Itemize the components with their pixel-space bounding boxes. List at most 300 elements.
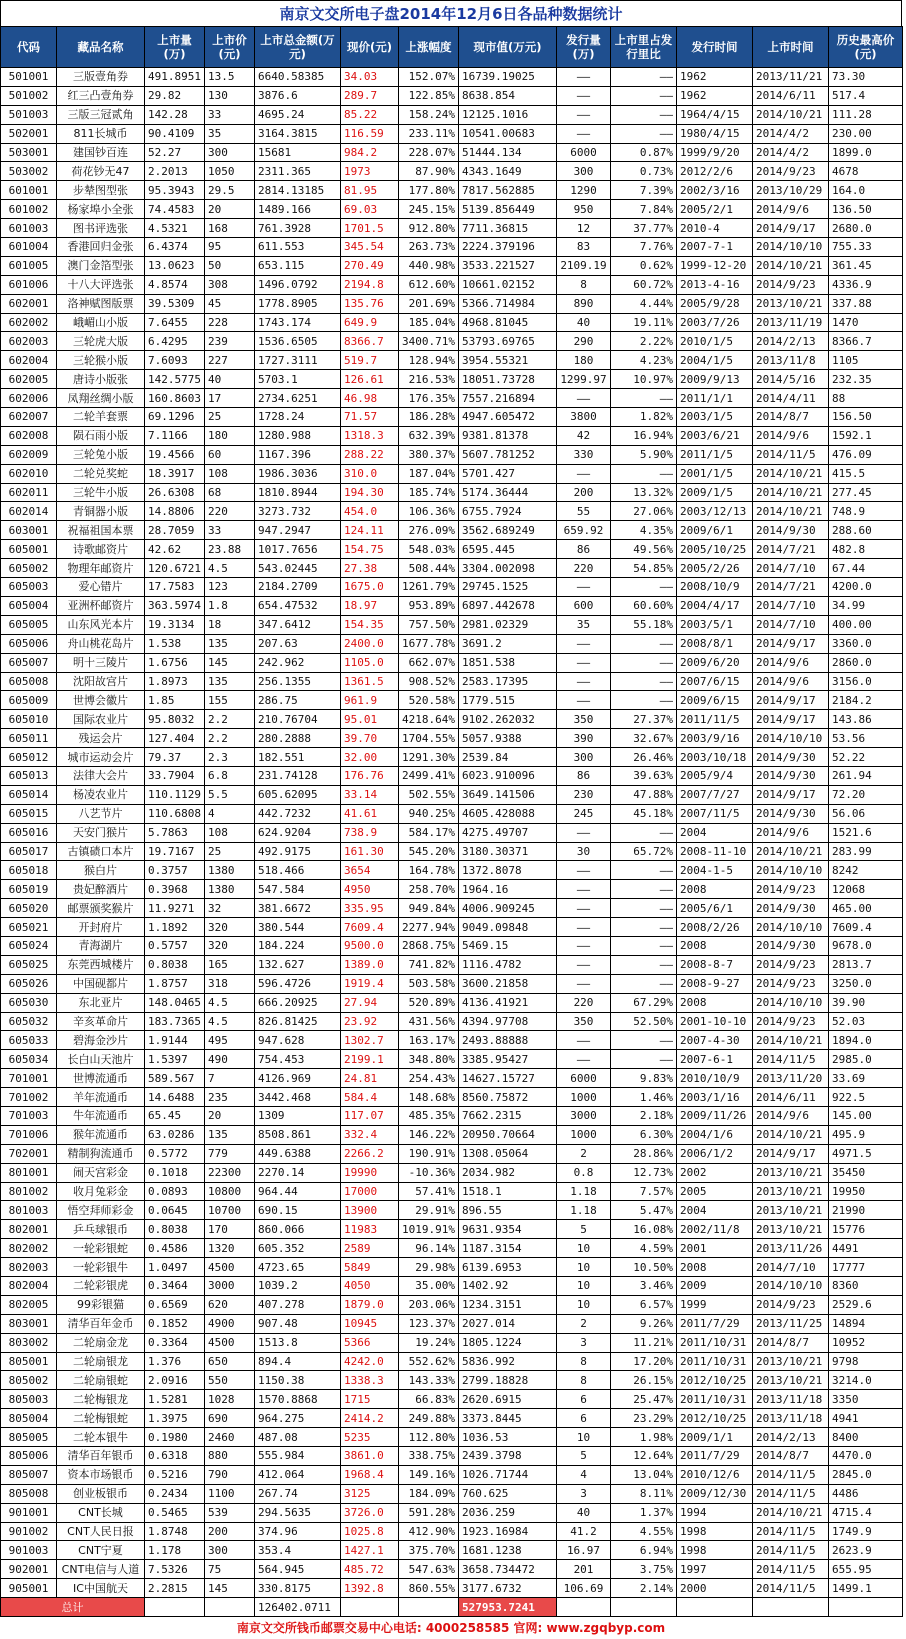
table-cell: 6 bbox=[557, 1390, 611, 1409]
table-cell: 39.70 bbox=[341, 729, 399, 748]
table-cell: 10 bbox=[557, 1295, 611, 1314]
table-cell: 27.37% bbox=[611, 710, 677, 729]
table-cell: 1372.8078 bbox=[459, 861, 557, 880]
table-cell: 245.15% bbox=[399, 200, 459, 219]
table-cell: 6.94% bbox=[611, 1541, 677, 1560]
table-cell: 69.03 bbox=[341, 200, 399, 219]
table-cell: 201.69% bbox=[399, 294, 459, 313]
table-cell: 2014/7/21 bbox=[753, 540, 829, 559]
table-cell: 1999-12-20 bbox=[677, 256, 753, 275]
table-cell: 2014/7/10 bbox=[753, 559, 829, 578]
table-cell: 28.86% bbox=[611, 1144, 677, 1163]
table-cell: 5.5 bbox=[205, 785, 255, 804]
table-cell: 4486 bbox=[829, 1484, 903, 1503]
table-row bbox=[1, 785, 903, 804]
table-cell: 1.46% bbox=[611, 1088, 677, 1107]
table-row bbox=[1, 143, 903, 162]
table-cell: 220 bbox=[205, 502, 255, 521]
table-row bbox=[1, 596, 903, 615]
table-row bbox=[1, 181, 903, 200]
table-cell: 148.68% bbox=[399, 1088, 459, 1107]
table-cell: 15681 bbox=[255, 143, 341, 162]
table-cell: 35.00% bbox=[399, 1277, 459, 1296]
table-cell: 0.1980 bbox=[145, 1428, 205, 1447]
table-cell: 2013/10/21 bbox=[753, 294, 829, 313]
table-cell: 2010/10/9 bbox=[677, 1069, 753, 1088]
table-cell: 荷花钞无47 bbox=[57, 162, 145, 181]
table-cell: 2011/10/31 bbox=[677, 1333, 753, 1352]
table-cell: 1681.1238 bbox=[459, 1541, 557, 1560]
table-cell: 闹天宫彩金 bbox=[57, 1163, 145, 1182]
table-cell: 605024 bbox=[1, 936, 57, 955]
table-cell: 步辇图型张 bbox=[57, 181, 145, 200]
table-cell: 4470.0 bbox=[829, 1447, 903, 1466]
table-cell: 2014/10/21 bbox=[753, 842, 829, 861]
table-cell: 180 bbox=[557, 351, 611, 370]
table-cell: 605004 bbox=[1, 596, 57, 615]
table-cell: —— bbox=[557, 823, 611, 842]
table-cell: 2013/10/29 bbox=[753, 181, 829, 200]
table-cell: 2005/9/4 bbox=[677, 766, 753, 785]
table-cell: 35 bbox=[557, 615, 611, 634]
table-cell: 270.49 bbox=[341, 256, 399, 275]
table-cell: 81.95 bbox=[341, 181, 399, 200]
table-row bbox=[1, 1277, 903, 1296]
table-cell: 1899.0 bbox=[829, 143, 903, 162]
table-row bbox=[1, 804, 903, 823]
table-cell: 126.61 bbox=[341, 370, 399, 389]
table-row bbox=[1, 1314, 903, 1333]
table-cell: 2003/10/18 bbox=[677, 748, 753, 767]
table-cell: 2013/10/21 bbox=[753, 1371, 829, 1390]
table-cell: 2009/1/5 bbox=[677, 483, 753, 502]
table-cell: 143.86 bbox=[829, 710, 903, 729]
table-cell: 三轮猴小版 bbox=[57, 351, 145, 370]
table-cell: 3658.734472 bbox=[459, 1560, 557, 1579]
table-cell: 2.2815 bbox=[145, 1579, 205, 1598]
table-cell: —— bbox=[557, 955, 611, 974]
table-row bbox=[1, 729, 903, 748]
table-cell: 2012/10/25 bbox=[677, 1409, 753, 1428]
table-cell: 2589 bbox=[341, 1239, 399, 1258]
table-cell: 803001 bbox=[1, 1314, 57, 1333]
table-cell: 3600.21858 bbox=[459, 974, 557, 993]
table-cell: 7711.36815 bbox=[459, 219, 557, 238]
table-cell: 589.567 bbox=[145, 1069, 205, 1088]
table-row bbox=[1, 1050, 903, 1069]
table-cell: 4394.97708 bbox=[459, 1012, 557, 1031]
table-cell: 2013/11/26 bbox=[753, 1239, 829, 1258]
column-header: 发行量(万) bbox=[557, 27, 611, 68]
table-cell: 2013/10/21 bbox=[753, 1220, 829, 1239]
table-cell: 161.30 bbox=[341, 842, 399, 861]
table-cell: 2008 bbox=[677, 880, 753, 899]
table-cell: 11.21% bbox=[611, 1333, 677, 1352]
table-cell: 605007 bbox=[1, 653, 57, 672]
table-cell: 964.275 bbox=[255, 1409, 341, 1428]
table-cell: 155 bbox=[205, 691, 255, 710]
table-cell: 2014/9/6 bbox=[753, 200, 829, 219]
table-cell: —— bbox=[557, 861, 611, 880]
table-cell: 物理年邮资片 bbox=[57, 559, 145, 578]
table-cell: 757.50% bbox=[399, 615, 459, 634]
table-cell: 4605.428088 bbox=[459, 804, 557, 823]
table-cell: 8.11% bbox=[611, 1484, 677, 1503]
table-cell: 4242.0 bbox=[341, 1352, 399, 1371]
table-cell: 7.84% bbox=[611, 200, 677, 219]
table-cell: 135 bbox=[205, 672, 255, 691]
table-cell: 2005/6/1 bbox=[677, 899, 753, 918]
table-cell: 3876.6 bbox=[255, 86, 341, 105]
table-cell: 2277.94% bbox=[399, 918, 459, 937]
table-cell: 485.35% bbox=[399, 1106, 459, 1125]
table-cell: 2013/10/21 bbox=[753, 1352, 829, 1371]
table-cell: 峨嵋山小版 bbox=[57, 313, 145, 332]
table-cell: 543.02445 bbox=[255, 559, 341, 578]
table-cell: 901001 bbox=[1, 1503, 57, 1522]
table-cell: 1402.92 bbox=[459, 1277, 557, 1296]
table-cell: 4 bbox=[557, 1465, 611, 1484]
table-row bbox=[1, 1258, 903, 1277]
table-cell: 176.76 bbox=[341, 766, 399, 785]
table-cell: 9102.262032 bbox=[459, 710, 557, 729]
table-cell: 2985.0 bbox=[829, 1050, 903, 1069]
table-cell: 60 bbox=[205, 445, 255, 464]
table-cell: 654.47532 bbox=[255, 596, 341, 615]
table-cell: 东莞西城楼片 bbox=[57, 955, 145, 974]
table-cell: 4 bbox=[205, 804, 255, 823]
table-cell: —— bbox=[557, 691, 611, 710]
table-cell: 374.96 bbox=[255, 1522, 341, 1541]
table-cell: 0.5757 bbox=[145, 936, 205, 955]
table-cell: 42.62 bbox=[145, 540, 205, 559]
table-cell: 2680.0 bbox=[829, 219, 903, 238]
table-row bbox=[1, 1428, 903, 1447]
table-cell: 33.7904 bbox=[145, 766, 205, 785]
table-cell: 52.22 bbox=[829, 748, 903, 767]
table-cell: 1470 bbox=[829, 313, 903, 332]
table-cell: 83 bbox=[557, 238, 611, 257]
table-cell: 乒乓球银币 bbox=[57, 1220, 145, 1239]
table-cell: 602009 bbox=[1, 445, 57, 464]
table-cell: 154.75 bbox=[341, 540, 399, 559]
table-cell: 2014/5/16 bbox=[753, 370, 829, 389]
table-cell: 127.404 bbox=[145, 729, 205, 748]
table-cell: 1964.16 bbox=[459, 880, 557, 899]
table-cell: 2004-1-5 bbox=[677, 861, 753, 880]
table-cell: 183.7365 bbox=[145, 1012, 205, 1031]
table-cell: 803002 bbox=[1, 1333, 57, 1352]
table-cell: 东北亚片 bbox=[57, 993, 145, 1012]
table-cell: 5235 bbox=[341, 1428, 399, 1447]
table-cell: 3385.95427 bbox=[459, 1050, 557, 1069]
table-cell: 2014/9/23 bbox=[753, 1012, 829, 1031]
table-cell: 1997 bbox=[677, 1560, 753, 1579]
table-cell: 1338.3 bbox=[341, 1371, 399, 1390]
empty-cell bbox=[145, 1598, 205, 1617]
table-cell: 2845.0 bbox=[829, 1465, 903, 1484]
table-row bbox=[1, 1447, 903, 1466]
table-cell: 10945 bbox=[341, 1314, 399, 1333]
table-cell: 2013-4-16 bbox=[677, 275, 753, 294]
table-cell: 7.5326 bbox=[145, 1560, 205, 1579]
table-cell: 2813.7 bbox=[829, 955, 903, 974]
table-cell: 690.15 bbox=[255, 1201, 341, 1220]
table-cell: 2014/6/11 bbox=[753, 86, 829, 105]
table-cell: 300 bbox=[557, 162, 611, 181]
table-cell: 爱心错片 bbox=[57, 578, 145, 597]
table-cell: 4900 bbox=[205, 1314, 255, 1333]
table-cell: 20950.70664 bbox=[459, 1125, 557, 1144]
table-cell: 1810.8944 bbox=[255, 483, 341, 502]
table-cell: 1851.538 bbox=[459, 653, 557, 672]
table-cell: 18051.73728 bbox=[459, 370, 557, 389]
table-cell: 2014/9/23 bbox=[753, 955, 829, 974]
total-cell: 126402.0711 bbox=[255, 1598, 341, 1617]
table-cell: 2008-11-10 bbox=[677, 842, 753, 861]
table-cell: 7662.2315 bbox=[459, 1106, 557, 1125]
table-cell: 0.1852 bbox=[145, 1314, 205, 1333]
table-row bbox=[1, 1220, 903, 1239]
table-cell: 亚洲杯邮资片 bbox=[57, 596, 145, 615]
table-cell: 2013/10/21 bbox=[753, 1182, 829, 1201]
table-row bbox=[1, 1182, 903, 1201]
table-cell: 2799.18828 bbox=[459, 1371, 557, 1390]
table-cell: 182.551 bbox=[255, 748, 341, 767]
table-cell: 779 bbox=[205, 1144, 255, 1163]
table-cell: 242.962 bbox=[255, 653, 341, 672]
table-cell: 40 bbox=[205, 370, 255, 389]
table-cell: 3562.689249 bbox=[459, 521, 557, 540]
table-cell: 1150.38 bbox=[255, 1371, 341, 1390]
table-cell: 185.04% bbox=[399, 313, 459, 332]
table-cell: 612.60% bbox=[399, 275, 459, 294]
table-cell: 13.04% bbox=[611, 1465, 677, 1484]
table-cell: 805007 bbox=[1, 1465, 57, 1484]
table-cell: 940.25% bbox=[399, 804, 459, 823]
table-cell: 10 bbox=[557, 1428, 611, 1447]
table-cell: —— bbox=[611, 68, 677, 87]
table-cell: 9798 bbox=[829, 1352, 903, 1371]
table-cell: —— bbox=[611, 823, 677, 842]
table-cell: 1318.3 bbox=[341, 426, 399, 445]
table-cell: 108 bbox=[205, 823, 255, 842]
table-cell: —— bbox=[557, 1031, 611, 1050]
table-cell: 318 bbox=[205, 974, 255, 993]
table-cell: 明十三陵片 bbox=[57, 653, 145, 672]
table-cell: 2184.2709 bbox=[255, 578, 341, 597]
table-row bbox=[1, 464, 903, 483]
table-cell: 猴白片 bbox=[57, 861, 145, 880]
table-cell: 33.69 bbox=[829, 1069, 903, 1088]
table-cell: 0.5772 bbox=[145, 1144, 205, 1163]
table-cell: 449.6388 bbox=[255, 1144, 341, 1163]
table-cell: 2009/12/30 bbox=[677, 1484, 753, 1503]
table-cell: 659.92 bbox=[557, 521, 611, 540]
table-cell: 3954.55321 bbox=[459, 351, 557, 370]
table-cell: 17.7583 bbox=[145, 578, 205, 597]
table-cell: 148.0465 bbox=[145, 993, 205, 1012]
table-cell: 清华百年银币 bbox=[57, 1447, 145, 1466]
table-title: 南京文交所电子盘2014年12月6日各品种数据统计 bbox=[0, 0, 902, 26]
table-cell: 605013 bbox=[1, 766, 57, 785]
table-cell: 602001 bbox=[1, 294, 57, 313]
table-cell: 3000 bbox=[557, 1106, 611, 1125]
table-cell: 363.5974 bbox=[145, 596, 205, 615]
table-cell: 72.20 bbox=[829, 785, 903, 804]
table-cell: 6 bbox=[557, 1409, 611, 1428]
table-cell: 801003 bbox=[1, 1201, 57, 1220]
table-cell: 1999 bbox=[677, 1295, 753, 1314]
table-cell: 5139.856449 bbox=[459, 200, 557, 219]
column-header: 上市里占发行里比 bbox=[611, 27, 677, 68]
table-cell: 2.14% bbox=[611, 1579, 677, 1598]
table-cell: 2008 bbox=[677, 1258, 753, 1277]
table-row bbox=[1, 1465, 903, 1484]
table-cell: 澳门金箔型张 bbox=[57, 256, 145, 275]
table-cell: 1805.1224 bbox=[459, 1333, 557, 1352]
table-cell: 14.8806 bbox=[145, 502, 205, 521]
table-cell: 701002 bbox=[1, 1088, 57, 1107]
table-cell: 2014/11/5 bbox=[753, 1560, 829, 1579]
table-cell: 60.72% bbox=[611, 275, 677, 294]
table-cell: 1302.7 bbox=[341, 1031, 399, 1050]
table-cell: 2014/9/30 bbox=[753, 936, 829, 955]
table-cell: 2014/11/5 bbox=[753, 445, 829, 464]
table-cell: 三版壹角券 bbox=[57, 68, 145, 87]
table-cell: —— bbox=[557, 578, 611, 597]
table-cell: 601003 bbox=[1, 219, 57, 238]
table-cell: 46.98 bbox=[341, 389, 399, 408]
table-cell: 1380 bbox=[205, 880, 255, 899]
table-cell: 4695.24 bbox=[255, 105, 341, 124]
table-cell: —— bbox=[611, 936, 677, 955]
table-cell: —— bbox=[611, 634, 677, 653]
table-cell: 66.83% bbox=[399, 1390, 459, 1409]
table-cell: 860.55% bbox=[399, 1579, 459, 1598]
table-cell: 86 bbox=[557, 540, 611, 559]
table-cell: 256.1355 bbox=[255, 672, 341, 691]
table-cell: 45.18% bbox=[611, 804, 677, 823]
table-row bbox=[1, 426, 903, 445]
table-cell: 86 bbox=[557, 766, 611, 785]
table-cell: 805005 bbox=[1, 1428, 57, 1447]
table-cell: 1.8973 bbox=[145, 672, 205, 691]
table-row bbox=[1, 615, 903, 634]
table-cell: 5057.9388 bbox=[459, 729, 557, 748]
table-cell: 548.03% bbox=[399, 540, 459, 559]
table-cell: 120.6721 bbox=[145, 559, 205, 578]
table-cell: 杨家埠小全张 bbox=[57, 200, 145, 219]
table-cell: 220 bbox=[557, 993, 611, 1012]
table-row bbox=[1, 823, 903, 842]
table-cell: 69.1296 bbox=[145, 408, 205, 427]
table-cell: 4050 bbox=[341, 1277, 399, 1296]
table-cell: 286.75 bbox=[255, 691, 341, 710]
table-cell: —— bbox=[611, 691, 677, 710]
table-cell: 1.98% bbox=[611, 1428, 677, 1447]
table-cell: 1039.2 bbox=[255, 1277, 341, 1296]
table-cell: 唐诗小版张 bbox=[57, 370, 145, 389]
table-cell: 1.9144 bbox=[145, 1031, 205, 1050]
table-cell: 4.23% bbox=[611, 351, 677, 370]
table-cell: 29.5 bbox=[205, 181, 255, 200]
table-cell: CNT人民日报 bbox=[57, 1522, 145, 1541]
table-cell: 1.18 bbox=[557, 1182, 611, 1201]
table-cell: 0.6569 bbox=[145, 1295, 205, 1314]
table-cell: 701003 bbox=[1, 1106, 57, 1125]
table-cell: 26.15% bbox=[611, 1371, 677, 1390]
table-cell: 8638.854 bbox=[459, 86, 557, 105]
table-cell: 2014/4/2 bbox=[753, 143, 829, 162]
table-cell: 3800 bbox=[557, 408, 611, 427]
column-header: 历史最高价(元) bbox=[829, 27, 903, 68]
header-row bbox=[1, 27, 903, 68]
table-cell: 605034 bbox=[1, 1050, 57, 1069]
table-cell: 0.1018 bbox=[145, 1163, 205, 1182]
table-cell: 907.48 bbox=[255, 1314, 341, 1333]
table-cell: 19990 bbox=[341, 1163, 399, 1182]
table-cell: 2014/9/30 bbox=[753, 748, 829, 767]
table-cell: —— bbox=[557, 672, 611, 691]
table-cell: 山东风光本片 bbox=[57, 615, 145, 634]
table-cell: 130 bbox=[205, 86, 255, 105]
table-cell: 2012/2/6 bbox=[677, 162, 753, 181]
table-row bbox=[1, 275, 903, 294]
table-cell: 4218.64% bbox=[399, 710, 459, 729]
table-cell: 176.35% bbox=[399, 389, 459, 408]
table-cell: 476.09 bbox=[829, 445, 903, 464]
table-cell: 8366.7 bbox=[341, 332, 399, 351]
table-cell: 17000 bbox=[341, 1182, 399, 1201]
table-cell: 三版三冠贰角 bbox=[57, 105, 145, 124]
table-cell: 0.3757 bbox=[145, 861, 205, 880]
table-cell: 187.04% bbox=[399, 464, 459, 483]
table-cell: 4.5321 bbox=[145, 219, 205, 238]
table-cell: 2014/10/10 bbox=[753, 238, 829, 257]
table-cell: 0.4586 bbox=[145, 1239, 205, 1258]
table-cell: 2.2 bbox=[205, 729, 255, 748]
table-row bbox=[1, 1106, 903, 1125]
table-cell: -10.36% bbox=[399, 1163, 459, 1182]
table-cell: 95.8032 bbox=[145, 710, 205, 729]
table-cell: —— bbox=[611, 880, 677, 899]
table-cell: 289.7 bbox=[341, 86, 399, 105]
table-cell: 353.4 bbox=[255, 1541, 341, 1560]
table-cell: —— bbox=[611, 464, 677, 483]
table-cell: 338.75% bbox=[399, 1447, 459, 1466]
table-cell: 4500 bbox=[205, 1333, 255, 1352]
table-cell: 沈阳故宫片 bbox=[57, 672, 145, 691]
table-cell: 143.33% bbox=[399, 1371, 459, 1390]
table-cell: 2004 bbox=[677, 1201, 753, 1220]
table-cell: 662.07% bbox=[399, 653, 459, 672]
table-row bbox=[1, 483, 903, 502]
table-cell: 23.29% bbox=[611, 1409, 677, 1428]
table-cell: 2004/4/17 bbox=[677, 596, 753, 615]
table-cell: 1392.8 bbox=[341, 1579, 399, 1598]
table-row bbox=[1, 748, 903, 767]
table-cell: 4500 bbox=[205, 1258, 255, 1277]
table-cell: 503002 bbox=[1, 162, 57, 181]
table-cell: 9049.09848 bbox=[459, 918, 557, 937]
table-cell: 0.3464 bbox=[145, 1277, 205, 1296]
table-cell: 65.72% bbox=[611, 842, 677, 861]
table-cell: 2109.19 bbox=[557, 256, 611, 275]
table-cell: 3.75% bbox=[611, 1560, 677, 1579]
column-header: 现价(元) bbox=[341, 27, 399, 68]
table-cell: 0.2434 bbox=[145, 1484, 205, 1503]
